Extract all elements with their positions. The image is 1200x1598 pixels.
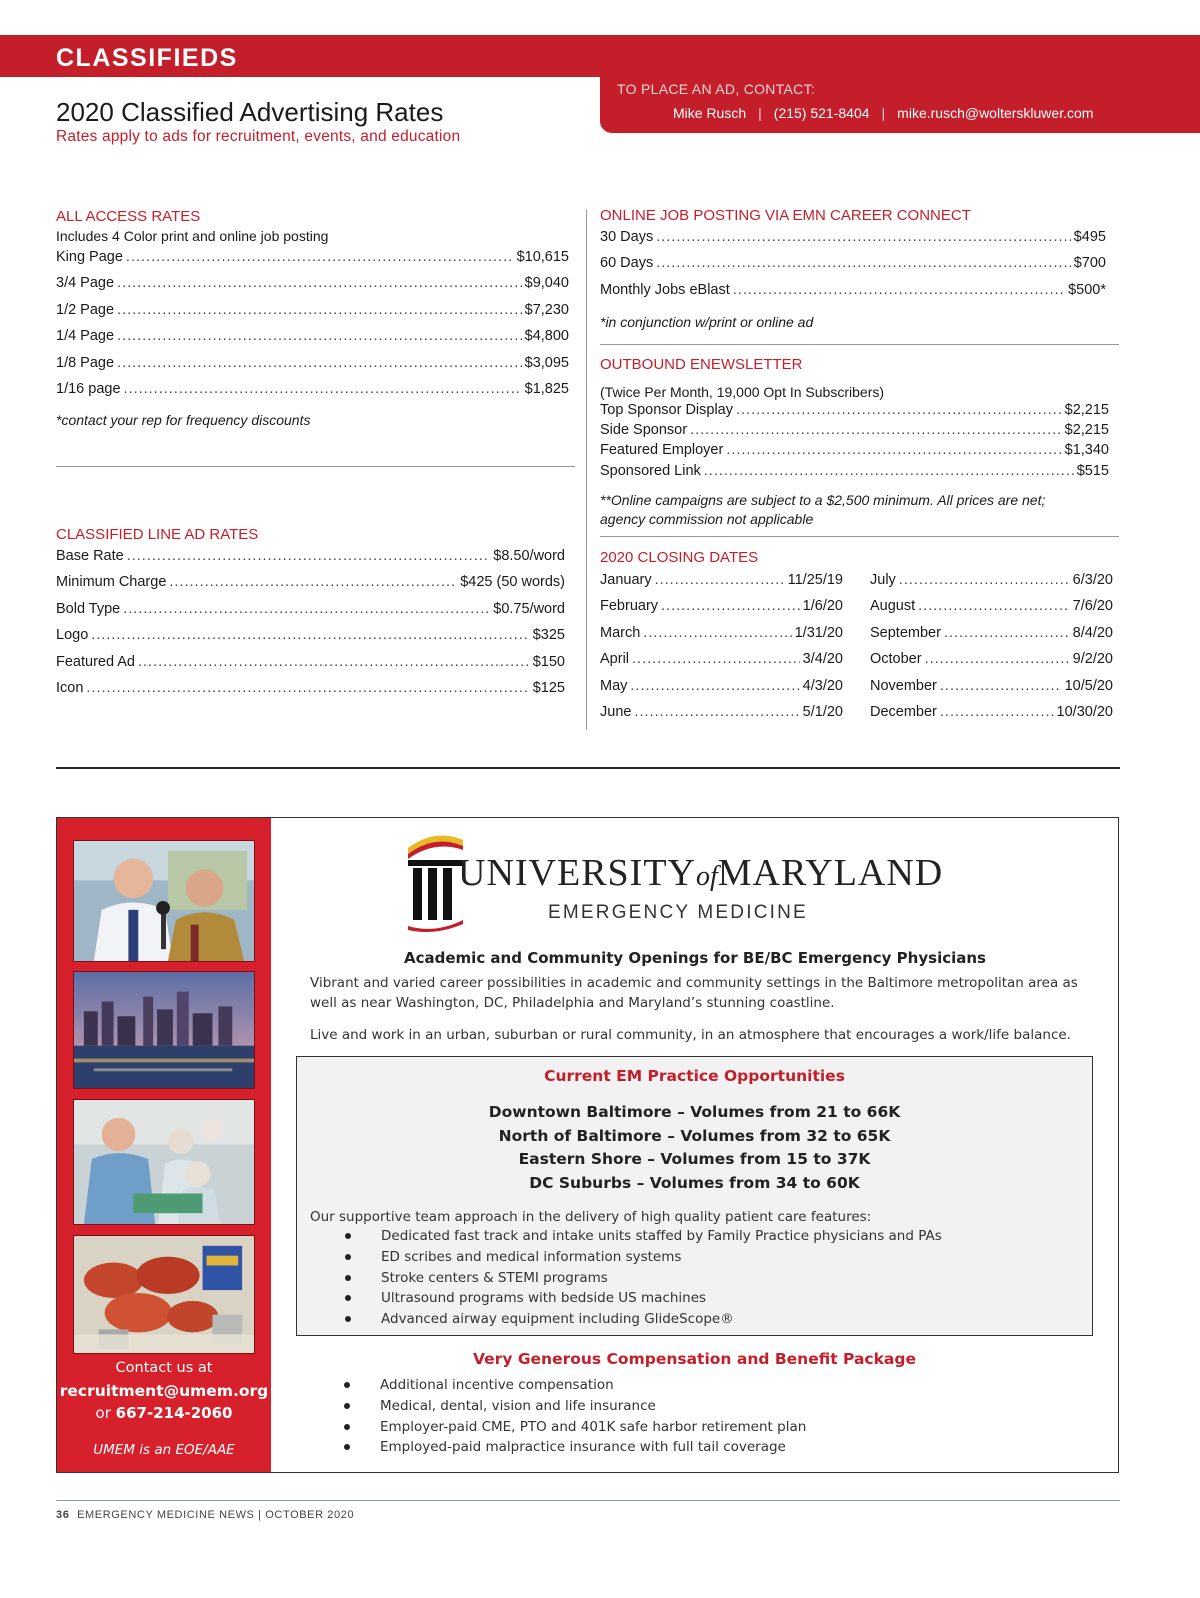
rate-label: May bbox=[600, 677, 628, 694]
bullet-item bbox=[345, 1309, 1085, 1330]
rate-row bbox=[56, 627, 565, 653]
section-title: CLASSIFIEDS bbox=[56, 44, 238, 72]
rate-price: $8.50/word bbox=[493, 548, 565, 564]
footer-rule bbox=[56, 1500, 1120, 1501]
rate-price: 9/2/20 bbox=[1072, 651, 1113, 668]
rate-label: Monthly Jobs eBlast bbox=[600, 281, 730, 298]
bullet-item bbox=[345, 1247, 1085, 1268]
rate-price: 3/4/20 bbox=[802, 651, 843, 668]
all-access-list bbox=[56, 249, 569, 407]
opportunity-item: Eastern Shore – Volumes from 15 to 37K bbox=[518, 1150, 871, 1169]
bullet-icon bbox=[345, 1295, 351, 1301]
dot-leader bbox=[899, 572, 1070, 588]
dot-leader bbox=[733, 282, 1065, 298]
bullet-icon bbox=[345, 1275, 351, 1281]
enewsletter-note-2: agency commission not applicable bbox=[600, 511, 814, 527]
opportunities-list bbox=[296, 1101, 1093, 1196]
rate-label: January bbox=[600, 572, 652, 588]
closing-dates-heading: 2020 CLOSING DATES bbox=[600, 549, 759, 566]
page-number: 36 bbox=[56, 1509, 70, 1521]
rate-row bbox=[870, 678, 1113, 704]
bullet-text: Ultrasound programs with bedside US machines bbox=[381, 1290, 707, 1307]
rate-label: Minimum Charge bbox=[56, 574, 167, 591]
rate-row bbox=[600, 255, 1106, 281]
ad-paragraph-2: Live and work in an urban, suburban or rural community, in an atmosphere that encourages a work/life balance. bbox=[310, 1027, 1071, 1043]
bullet-text: Advanced airway equipment including GlideScope® bbox=[381, 1311, 734, 1328]
university-name-part: UNIVERSITY bbox=[458, 852, 696, 894]
eoe-statement: UMEM is an EOE/AAE bbox=[93, 1442, 235, 1458]
dot-leader bbox=[630, 678, 799, 694]
rate-label: April bbox=[600, 651, 630, 668]
rate-row bbox=[600, 422, 1109, 442]
online-posting-note: *in conjunction w/print or online ad bbox=[600, 314, 814, 330]
bullet-text: Dedicated fast track and intake units staffed by Family Practice physicians and PAs bbox=[381, 1228, 942, 1244]
recruitment-phone-line bbox=[57, 1404, 271, 1422]
rate-row bbox=[870, 572, 1113, 598]
bullet-text: ED scribes and medical information systems bbox=[381, 1248, 682, 1265]
opportunity-item: DC Suburbs – Volumes from 34 to 60K bbox=[529, 1174, 860, 1193]
rate-row bbox=[600, 402, 1109, 422]
dot-leader bbox=[127, 548, 491, 564]
rate-row bbox=[600, 572, 843, 598]
bullet-item bbox=[345, 1226, 1085, 1247]
rate-label: Side Sponsor bbox=[600, 422, 688, 439]
or-text: or bbox=[95, 1404, 111, 1422]
bullet-text: Employer-paid CME, PTO and 401K safe harbor retirement plan bbox=[380, 1418, 807, 1435]
rate-price: $1,825 bbox=[524, 380, 569, 397]
dot-leader bbox=[632, 651, 800, 667]
dot-leader bbox=[925, 651, 1070, 667]
rate-price: $4,800 bbox=[524, 328, 569, 345]
rate-price: 5/1/20 bbox=[802, 703, 843, 720]
bullet-icon bbox=[345, 1254, 351, 1260]
baltimore-harbor-photo bbox=[73, 971, 255, 1089]
university-name bbox=[458, 851, 943, 895]
line-ad-list bbox=[56, 548, 565, 706]
rate-price: $3,095 bbox=[524, 354, 569, 371]
rate-price: 1/6/20 bbox=[802, 598, 843, 615]
rate-label: December bbox=[870, 703, 937, 720]
bullet-item bbox=[344, 1437, 1084, 1458]
rate-label: Logo bbox=[56, 627, 89, 644]
dot-leader bbox=[944, 625, 1070, 641]
ad-headline: Academic and Community Openings for BE/BC Emergency Physicians bbox=[404, 949, 986, 967]
enewsletter-intro: (Twice Per Month, 19,000 Opt In Subscribers) bbox=[600, 384, 885, 400]
dot-leader bbox=[656, 255, 1071, 271]
rate-label: February bbox=[600, 598, 659, 615]
rate-label: Featured Employer bbox=[600, 442, 724, 459]
medical-training-photo bbox=[73, 1099, 255, 1225]
department-name: EMERGENCY MEDICINE bbox=[548, 902, 808, 923]
rate-label: 1/8 Page bbox=[56, 354, 115, 371]
section-rule bbox=[56, 767, 1120, 769]
opportunities-heading: Current EM Practice Opportunities bbox=[544, 1067, 845, 1085]
rate-label: Icon bbox=[56, 679, 84, 696]
benefits-list bbox=[344, 1375, 1084, 1458]
bullet-item bbox=[344, 1396, 1084, 1417]
rate-label: King Page bbox=[56, 249, 123, 265]
team-intro: Our supportive team approach in the delivery of high quality patient care features: bbox=[310, 1209, 872, 1225]
rate-price: 10/5/20 bbox=[1064, 677, 1113, 694]
rate-price: $9,040 bbox=[524, 275, 569, 292]
online-posting-list bbox=[600, 229, 1106, 308]
rate-label: 1/2 Page bbox=[56, 301, 115, 318]
bullet-item bbox=[344, 1375, 1084, 1396]
rate-price: $700 bbox=[1073, 255, 1106, 272]
rate-row bbox=[870, 598, 1113, 624]
rate-label: 3/4 Page bbox=[56, 275, 115, 292]
dot-leader bbox=[117, 355, 522, 371]
rate-label: June bbox=[600, 703, 632, 720]
rate-row bbox=[56, 302, 569, 328]
rate-row bbox=[56, 601, 565, 627]
closing-dates-left bbox=[600, 572, 843, 730]
dot-leader bbox=[91, 627, 529, 643]
rate-price: 11/25/19 bbox=[787, 572, 843, 588]
bullet-icon bbox=[345, 1233, 351, 1239]
rate-label: November bbox=[870, 677, 937, 694]
bullet-text: Additional incentive compensation bbox=[380, 1377, 614, 1393]
page-subtitle: Rates apply to ads for recruitment, events, and education bbox=[56, 128, 461, 145]
dot-leader bbox=[940, 678, 1062, 694]
rate-label: July bbox=[870, 572, 896, 588]
dot-leader bbox=[117, 275, 522, 291]
rate-price: $425 (50 words) bbox=[460, 574, 565, 591]
bullet-item bbox=[345, 1288, 1085, 1309]
rate-price: $1,340 bbox=[1064, 442, 1109, 459]
closing-dates-right bbox=[870, 572, 1113, 730]
dot-leader bbox=[634, 704, 799, 720]
dot-leader bbox=[117, 328, 522, 344]
rate-price: $515 bbox=[1076, 462, 1109, 479]
rate-price: 10/30/20 bbox=[1056, 703, 1113, 720]
bullet-item bbox=[344, 1417, 1084, 1438]
rate-price: 1/31/20 bbox=[794, 624, 843, 641]
doctors-podcast-photo bbox=[73, 840, 255, 962]
dot-leader bbox=[643, 625, 791, 641]
dot-leader bbox=[726, 442, 1061, 458]
rate-price: $7,230 bbox=[524, 301, 569, 318]
rate-row bbox=[56, 355, 569, 381]
rate-row bbox=[56, 548, 565, 574]
rate-label: March bbox=[600, 624, 641, 641]
rate-row bbox=[600, 282, 1106, 308]
bullet-text: Medical, dental, vision and life insurance bbox=[380, 1397, 656, 1414]
recruitment-phone[interactable]: 667-214-2060 bbox=[115, 1404, 233, 1422]
all-access-heading: ALL ACCESS RATES bbox=[56, 208, 201, 225]
rate-price: $495 bbox=[1073, 229, 1106, 245]
rate-price: $500* bbox=[1068, 281, 1106, 298]
bullet-text: Employed-paid malpractice insurance with full tail coverage bbox=[380, 1439, 786, 1456]
rate-price: 7/6/20 bbox=[1072, 598, 1113, 615]
online-posting-heading: ONLINE JOB POSTING VIA EMN CAREER CONNECT bbox=[600, 207, 971, 224]
rate-row bbox=[870, 625, 1113, 651]
bullet-icon bbox=[344, 1424, 350, 1430]
dot-leader bbox=[661, 598, 800, 614]
features-list bbox=[345, 1226, 1085, 1330]
rate-label: 60 Days bbox=[600, 255, 654, 272]
separator: | bbox=[758, 105, 762, 121]
rate-label: September bbox=[870, 624, 941, 641]
rate-price: $0.75/word bbox=[493, 600, 565, 617]
dot-leader bbox=[690, 422, 1062, 438]
page-footer bbox=[56, 1509, 354, 1521]
bullet-text: Stroke centers & STEMI programs bbox=[381, 1269, 608, 1286]
dot-leader bbox=[126, 249, 514, 265]
rate-price: $2,215 bbox=[1064, 422, 1109, 439]
university-name-of: of bbox=[695, 861, 718, 892]
contact-line bbox=[673, 105, 1093, 121]
page-title: 2020 Classified Advertising Rates bbox=[56, 97, 444, 127]
rate-label: Sponsored Link bbox=[600, 462, 701, 479]
dot-leader bbox=[86, 680, 529, 696]
rate-row bbox=[600, 625, 843, 651]
rate-row bbox=[870, 704, 1113, 730]
rate-label: 1/16 page bbox=[56, 380, 121, 397]
rate-label: Base Rate bbox=[56, 548, 124, 564]
contact-name: Mike Rusch bbox=[673, 105, 747, 121]
dot-leader bbox=[169, 574, 457, 590]
divider bbox=[600, 344, 1119, 345]
contact-phone: (215) 521-8404 bbox=[773, 105, 870, 121]
recruitment-email[interactable]: recruitment@umem.org bbox=[59, 1382, 269, 1400]
bullet-icon bbox=[344, 1444, 350, 1450]
rate-price: $325 bbox=[532, 627, 565, 644]
crabs-photo bbox=[73, 1235, 255, 1354]
rate-row bbox=[56, 654, 565, 680]
rate-price: $150 bbox=[532, 653, 565, 670]
rate-row bbox=[56, 574, 565, 600]
dot-leader bbox=[656, 229, 1071, 245]
all-access-note: *contact your rep for frequency discounts bbox=[56, 412, 311, 428]
divider bbox=[600, 536, 1119, 537]
rate-row bbox=[600, 704, 843, 730]
rate-row bbox=[600, 442, 1109, 462]
column-divider bbox=[586, 210, 587, 730]
dot-leader bbox=[123, 601, 490, 617]
rate-row bbox=[56, 381, 569, 407]
rate-price: 8/4/20 bbox=[1072, 624, 1113, 641]
dot-leader bbox=[736, 402, 1062, 418]
rate-row bbox=[56, 328, 569, 354]
rate-row bbox=[56, 680, 565, 706]
dot-leader bbox=[704, 463, 1074, 479]
dot-leader bbox=[655, 572, 785, 588]
rate-row bbox=[600, 229, 1106, 255]
rate-price: $2,215 bbox=[1064, 402, 1109, 418]
enewsletter-note-1: **Online campaigns are subject to a $2,500 minimum. All prices are net; bbox=[600, 492, 1046, 508]
rate-row bbox=[600, 598, 843, 624]
bullet-item bbox=[345, 1268, 1085, 1289]
divider bbox=[56, 466, 575, 467]
bullet-icon bbox=[344, 1403, 350, 1409]
rate-label: August bbox=[870, 598, 916, 615]
contact-email[interactable]: mike.rusch@wolterskluwer.com bbox=[897, 105, 1094, 121]
rate-label: 30 Days bbox=[600, 229, 654, 245]
rate-price: 6/3/20 bbox=[1072, 572, 1113, 588]
rate-row bbox=[600, 651, 843, 677]
ad-paragraph-1: Vibrant and varied career possibilities in academic and community settings in the Baltimore metropolitan area as well as near Washington, DC, Philadelphia and Maryland’s stunning coastline. bbox=[310, 975, 1078, 1011]
line-ad-heading: CLASSIFIED LINE AD RATES bbox=[56, 526, 259, 543]
enewsletter-list bbox=[600, 402, 1109, 483]
all-access-intro: Includes 4 Color print and online job posting bbox=[56, 228, 329, 244]
dot-leader bbox=[117, 302, 522, 318]
compensation-heading: Very Generous Compensation and Benefit Package bbox=[473, 1350, 916, 1368]
rate-row bbox=[600, 678, 843, 704]
bullet-icon bbox=[344, 1382, 350, 1388]
publication-name: EMERGENCY MEDICINE NEWS | OCTOBER 2020 bbox=[77, 1509, 355, 1521]
rate-row bbox=[56, 249, 569, 275]
rate-label: 1/4 Page bbox=[56, 328, 115, 345]
bullet-icon bbox=[345, 1316, 351, 1322]
opportunity-item: North of Baltimore – Volumes from 32 to 65K bbox=[498, 1126, 891, 1145]
university-name-part: MARYLAND bbox=[717, 852, 944, 894]
enewsletter-heading: OUTBOUND ENEWSLETTER bbox=[600, 356, 803, 373]
rate-price: 4/3/20 bbox=[802, 677, 843, 694]
rate-row bbox=[56, 275, 569, 301]
university-maryland-logo-icon bbox=[405, 826, 465, 934]
separator: | bbox=[881, 105, 886, 121]
rate-label: Top Sponsor Display bbox=[600, 402, 733, 418]
dot-leader bbox=[124, 381, 522, 397]
rate-row bbox=[600, 463, 1109, 483]
rate-price: $125 bbox=[532, 679, 565, 696]
contact-label: TO PLACE AN AD, CONTACT: bbox=[617, 81, 816, 97]
rate-label: October bbox=[870, 651, 922, 668]
rate-price: $10,615 bbox=[516, 249, 569, 265]
rate-label: Bold Type bbox=[56, 600, 121, 617]
dot-leader bbox=[138, 654, 530, 670]
rate-label: Featured Ad bbox=[56, 653, 135, 670]
contact-intro: Contact us at bbox=[115, 1360, 213, 1376]
opportunity-item: Downtown Baltimore – Volumes from 21 to 66K bbox=[488, 1103, 901, 1121]
rate-row bbox=[870, 651, 1113, 677]
dot-leader bbox=[918, 598, 1070, 614]
dot-leader bbox=[940, 704, 1054, 720]
